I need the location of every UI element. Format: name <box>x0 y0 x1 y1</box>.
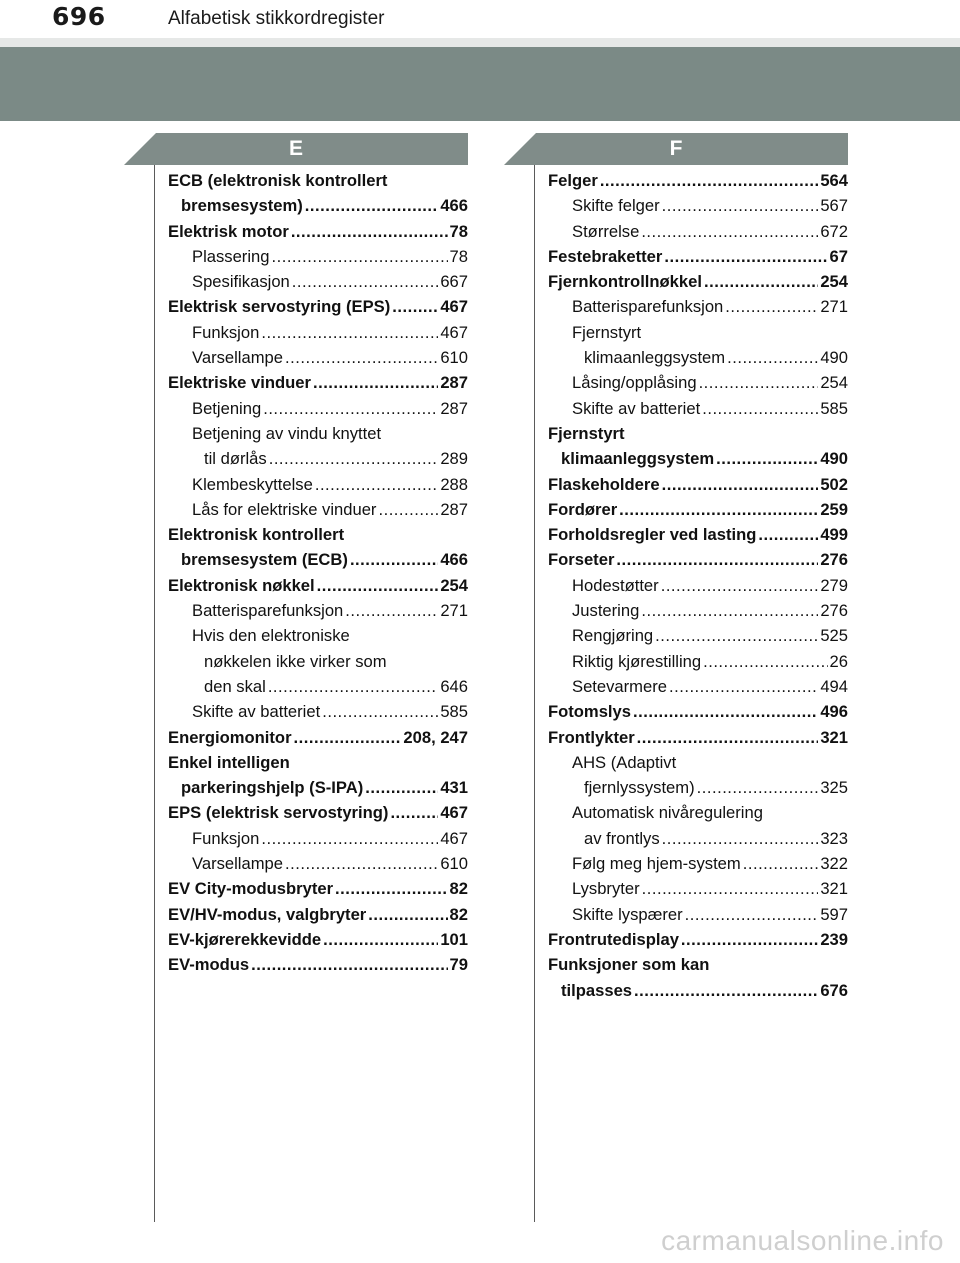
index-entry <box>548 800 848 825</box>
dot-leader <box>619 497 818 522</box>
entry-page-number: 78 <box>449 246 468 266</box>
entry-term: Varsellampe <box>192 348 283 368</box>
dot-leader <box>323 927 438 952</box>
entry-term: Funksjon <box>192 322 260 342</box>
entry-term: Lås for elektriske vinduer <box>192 499 377 519</box>
entry-page-number: 467 <box>440 322 468 342</box>
entry-page-number: 667 <box>440 272 468 292</box>
index-entry <box>168 598 468 623</box>
index-entry <box>548 623 848 648</box>
dot-leader <box>263 396 438 421</box>
section-title: Alfabetisk stikkordregister <box>168 8 385 29</box>
dot-leader <box>662 826 819 851</box>
dot-leader <box>335 876 447 901</box>
entry-page-number: 101 <box>440 929 468 949</box>
entry-term: Lysbryter <box>572 879 640 899</box>
entry-term: Betjening av vindu knyttet <box>192 423 382 443</box>
dot-leader <box>305 193 439 218</box>
index-entry <box>548 699 848 724</box>
entry-page-number: 676 <box>820 980 848 1000</box>
entry-term: Fjernstyrt <box>572 322 642 342</box>
letter-heading-label: E <box>288 137 303 160</box>
entry-page-number: 254 <box>820 272 848 292</box>
dot-leader <box>322 699 438 724</box>
entry-term: Funksjoner som kan <box>548 955 710 975</box>
entry-term: Enkel intelligen <box>168 752 290 772</box>
entry-term: Skifte av batteriet <box>192 702 321 722</box>
entry-term: Elektronisk nøkkel <box>168 575 315 595</box>
dot-leader <box>685 902 819 927</box>
entry-term: Forholdsregler ved lasting <box>548 525 757 545</box>
index-entry <box>548 219 848 244</box>
index-column-e <box>168 168 468 978</box>
entry-term: klimaanleggsystem <box>561 449 715 469</box>
index-entry <box>168 421 468 446</box>
dot-leader <box>251 952 447 977</box>
entry-page-number: 208, 247 <box>403 727 468 747</box>
index-entry <box>168 446 468 471</box>
entry-page-number: 288 <box>440 474 468 494</box>
entry-page-number: 499 <box>820 525 848 545</box>
index-entry <box>548 320 848 345</box>
entry-page-number: 271 <box>820 297 848 317</box>
entry-term: Spesifikasjon <box>192 272 290 292</box>
index-entry <box>548 826 848 851</box>
dot-leader <box>664 244 827 269</box>
entry-page-number: 494 <box>820 676 848 696</box>
dot-leader <box>699 370 819 395</box>
dot-leader <box>294 725 402 750</box>
entry-term: parkeringshjelp (S-IPA) <box>181 778 364 798</box>
entry-page-number: 79 <box>449 955 468 975</box>
entry-page-number: 467 <box>440 828 468 848</box>
entry-term: EV/HV-modus, valgbryter <box>168 904 367 924</box>
page-header <box>0 0 960 36</box>
dot-leader <box>350 547 438 572</box>
entry-page-number: 431 <box>440 778 468 798</box>
index-entry <box>548 674 848 699</box>
entry-term: Størrelse <box>572 221 640 241</box>
dot-leader <box>261 320 438 345</box>
entry-page-number: 585 <box>820 398 848 418</box>
dot-leader <box>702 396 818 421</box>
dot-leader <box>662 193 819 218</box>
index-entry <box>168 952 468 977</box>
index-entry <box>548 168 848 193</box>
entry-page-number: 466 <box>440 550 468 570</box>
entry-term: den skal <box>204 676 266 696</box>
entry-page-number: 239 <box>820 929 848 949</box>
dot-leader <box>378 497 438 522</box>
entry-page-number: 323 <box>820 828 848 848</box>
entry-page-number: 467 <box>440 803 468 823</box>
column-rule-f <box>534 165 535 1222</box>
entry-page-number: 78 <box>449 221 468 241</box>
index-entry <box>548 851 848 876</box>
entry-term: tilpasses <box>561 980 633 1000</box>
index-entry <box>168 269 468 294</box>
entry-term: Følg meg hjem-system <box>572 854 741 874</box>
dot-leader <box>641 219 818 244</box>
entry-page-number: 259 <box>820 499 848 519</box>
entry-term: Skifte lyspærer <box>572 904 683 924</box>
dot-leader <box>392 294 438 319</box>
index-entry <box>168 168 468 193</box>
index-entry <box>168 345 468 370</box>
header-divider <box>0 38 960 47</box>
entry-term: Hvis den elektroniske <box>192 626 350 646</box>
dot-leader <box>758 522 818 547</box>
dot-leader <box>716 446 818 471</box>
entry-term: Elektronisk kontrollert <box>168 525 345 545</box>
dot-leader <box>634 978 818 1003</box>
entry-term: Varsellampe <box>192 854 283 874</box>
entry-page-number: 585 <box>440 702 468 722</box>
index-entry <box>168 522 468 547</box>
entry-term: EV City-modusbryter <box>168 879 334 899</box>
dot-leader <box>365 775 438 800</box>
index-entry <box>168 649 468 674</box>
entry-term: Fotomslys <box>548 702 631 722</box>
entry-page-number: 321 <box>820 727 848 747</box>
index-entry <box>548 472 848 497</box>
entry-term: Riktig kjørestilling <box>572 651 702 671</box>
entry-page-number: 646 <box>440 676 468 696</box>
entry-page-number: 254 <box>440 575 468 595</box>
dot-leader <box>697 775 819 800</box>
entry-page-number: 672 <box>820 221 848 241</box>
index-entry <box>168 547 468 572</box>
entry-term: Setevarmere <box>572 676 667 696</box>
letter-heading-f <box>504 133 848 165</box>
entry-term: Justering <box>572 601 640 621</box>
index-entry <box>168 193 468 218</box>
index-entry <box>548 294 848 319</box>
index-entry <box>548 421 848 446</box>
index-entry <box>168 320 468 345</box>
entry-page-number: 610 <box>440 348 468 368</box>
dot-leader <box>291 219 448 244</box>
entry-term: Frontlykter <box>548 727 635 747</box>
entry-term: nøkkelen ikke virker som <box>204 651 387 671</box>
dot-leader <box>616 547 818 572</box>
entry-page-number: 321 <box>820 879 848 899</box>
index-entry <box>168 902 468 927</box>
entry-term: Klembeskyttelse <box>192 474 313 494</box>
entry-page-number: 287 <box>440 398 468 418</box>
dot-leader <box>661 573 819 598</box>
entry-page-number: 279 <box>820 575 848 595</box>
dot-leader <box>641 598 818 623</box>
entry-term: Fjernkontrollnøkkel <box>548 272 702 292</box>
entry-term: AHS (Adaptivt <box>572 752 677 772</box>
index-entry <box>548 902 848 927</box>
entry-term: Batterisparefunksjon <box>192 601 344 621</box>
letter-heading-e <box>124 133 468 165</box>
dot-leader <box>315 472 438 497</box>
index-entry <box>168 370 468 395</box>
index-entry <box>168 219 468 244</box>
entry-term: Fjernstyrt <box>548 423 625 443</box>
index-entry <box>548 927 848 952</box>
dot-leader <box>669 674 818 699</box>
index-entry <box>168 927 468 952</box>
index-entry <box>168 699 468 724</box>
index-entry <box>168 497 468 522</box>
dot-leader <box>269 446 439 471</box>
entry-term: bremsesystem (ECB) <box>181 550 348 570</box>
column-rule-e <box>154 165 155 1222</box>
index-entry <box>548 978 848 1003</box>
index-entry <box>548 269 848 294</box>
index-entry <box>548 522 848 547</box>
dot-leader <box>704 269 818 294</box>
entry-page-number: 610 <box>440 854 468 874</box>
entry-page-number: 325 <box>820 778 848 798</box>
entry-page-number: 496 <box>820 702 848 722</box>
entry-term: Låsing/opplåsing <box>572 373 697 393</box>
entry-page-number: 67 <box>829 246 848 266</box>
dot-leader <box>727 345 818 370</box>
dot-leader <box>633 699 818 724</box>
entry-term: av frontlys <box>584 828 660 848</box>
index-entry <box>168 851 468 876</box>
index-column-f <box>548 168 848 1003</box>
dot-leader <box>725 294 818 319</box>
index-entry <box>168 674 468 699</box>
index-entry <box>548 573 848 598</box>
index-entry <box>548 370 848 395</box>
entry-term: Felger <box>548 171 598 190</box>
entry-page-number: 525 <box>820 626 848 646</box>
index-entry <box>168 800 468 825</box>
entry-term: til dørlås <box>204 449 267 469</box>
dot-leader <box>285 345 438 370</box>
dot-leader <box>703 649 827 674</box>
index-entry <box>548 876 848 901</box>
entry-term: Plassering <box>192 246 270 266</box>
entry-page-number: 287 <box>440 373 468 393</box>
index-entry <box>548 244 848 269</box>
entry-page-number: 82 <box>449 879 468 899</box>
index-entry <box>168 826 468 851</box>
entry-page-number: 322 <box>820 854 848 874</box>
index-entry <box>548 193 848 218</box>
letter-heading-label: F <box>669 137 683 160</box>
entry-term: fjernlyssystem) <box>584 778 695 798</box>
dot-leader <box>642 876 819 901</box>
dot-leader <box>268 674 439 699</box>
entry-term: Batterisparefunksjon <box>572 297 724 317</box>
dot-leader <box>637 725 819 750</box>
entry-term: Funksjon <box>192 828 260 848</box>
header-band <box>0 47 960 121</box>
entry-page-number: 564 <box>820 171 848 190</box>
entry-term: Automatisk nivåregulering <box>572 803 763 823</box>
index-entry <box>548 396 848 421</box>
dot-leader <box>261 826 438 851</box>
entry-term: Betjening <box>192 398 262 418</box>
index-entry <box>548 446 848 471</box>
index-entry <box>168 573 468 598</box>
entry-term: Rengjøring <box>572 626 654 646</box>
entry-term: Skifte av batteriet <box>572 398 701 418</box>
index-entry <box>548 775 848 800</box>
dot-leader <box>662 472 819 497</box>
entry-term: EPS (elektrisk servostyring) <box>168 803 389 823</box>
entry-term: ECB (elektronisk kontrollert <box>168 171 388 190</box>
dot-leader <box>390 800 438 825</box>
entry-page-number: 287 <box>440 499 468 519</box>
dot-leader <box>600 168 819 193</box>
index-entry <box>168 396 468 421</box>
entry-page-number: 467 <box>440 297 468 317</box>
index-entry <box>548 547 848 572</box>
entry-page-number: 567 <box>820 196 848 216</box>
dot-leader <box>743 851 819 876</box>
entry-term: EV-kjørerekkevidde <box>168 929 322 949</box>
entry-term: Festebraketter <box>548 246 663 266</box>
index-entry <box>548 750 848 775</box>
index-entry <box>168 876 468 901</box>
entry-term: klimaanleggsystem <box>584 348 726 368</box>
entry-page-number: 82 <box>449 904 468 924</box>
entry-term: Frontrutedisplay <box>548 929 679 949</box>
entry-term: Elektrisk servostyring (EPS) <box>168 297 391 317</box>
entry-page-number: 490 <box>820 348 848 368</box>
watermark: carmanualsonline.info <box>661 1225 944 1256</box>
entry-page-number: 254 <box>820 373 848 393</box>
index-entry <box>168 775 468 800</box>
entry-page-number: 276 <box>820 550 848 570</box>
dot-leader <box>292 269 439 294</box>
dot-leader <box>285 851 438 876</box>
index-entry <box>548 497 848 522</box>
entry-term: Forseter <box>548 550 615 570</box>
index-entry <box>548 345 848 370</box>
entry-term: Energiomonitor <box>168 727 292 747</box>
entry-page-number: 490 <box>820 449 848 469</box>
index-entry <box>548 598 848 623</box>
entry-page-number: 26 <box>829 651 848 671</box>
index-entry <box>548 649 848 674</box>
index-entry <box>548 952 848 977</box>
dot-leader <box>681 927 818 952</box>
index-entry <box>168 472 468 497</box>
entry-page-number: 271 <box>440 601 468 621</box>
entry-page-number: 597 <box>820 904 848 924</box>
index-entry <box>168 750 468 775</box>
index-entry <box>548 725 848 750</box>
index-entry <box>168 725 468 750</box>
entry-term: bremsesystem) <box>181 196 303 216</box>
dot-leader <box>271 244 447 269</box>
entry-term: Elektriske vinduer <box>168 373 311 393</box>
dot-leader <box>317 573 439 598</box>
entry-page-number: 502 <box>820 474 848 494</box>
entry-term: Hodestøtter <box>572 575 659 595</box>
entry-term: Fordører <box>548 499 618 519</box>
index-entry <box>168 623 468 648</box>
index-entry <box>168 244 468 269</box>
index-entry <box>168 294 468 319</box>
entry-term: Skifte felger <box>572 196 660 216</box>
entry-page-number: 466 <box>440 196 468 216</box>
page-number: 696 <box>52 2 106 31</box>
dot-leader <box>313 370 438 395</box>
entry-term: Flaskeholdere <box>548 474 660 494</box>
dot-leader <box>368 902 447 927</box>
dot-leader <box>345 598 438 623</box>
entry-term: Elektrisk motor <box>168 221 289 241</box>
entry-page-number: 289 <box>440 449 468 469</box>
entry-page-number: 276 <box>820 601 848 621</box>
dot-leader <box>655 623 818 648</box>
entry-term: EV-modus <box>168 955 250 975</box>
